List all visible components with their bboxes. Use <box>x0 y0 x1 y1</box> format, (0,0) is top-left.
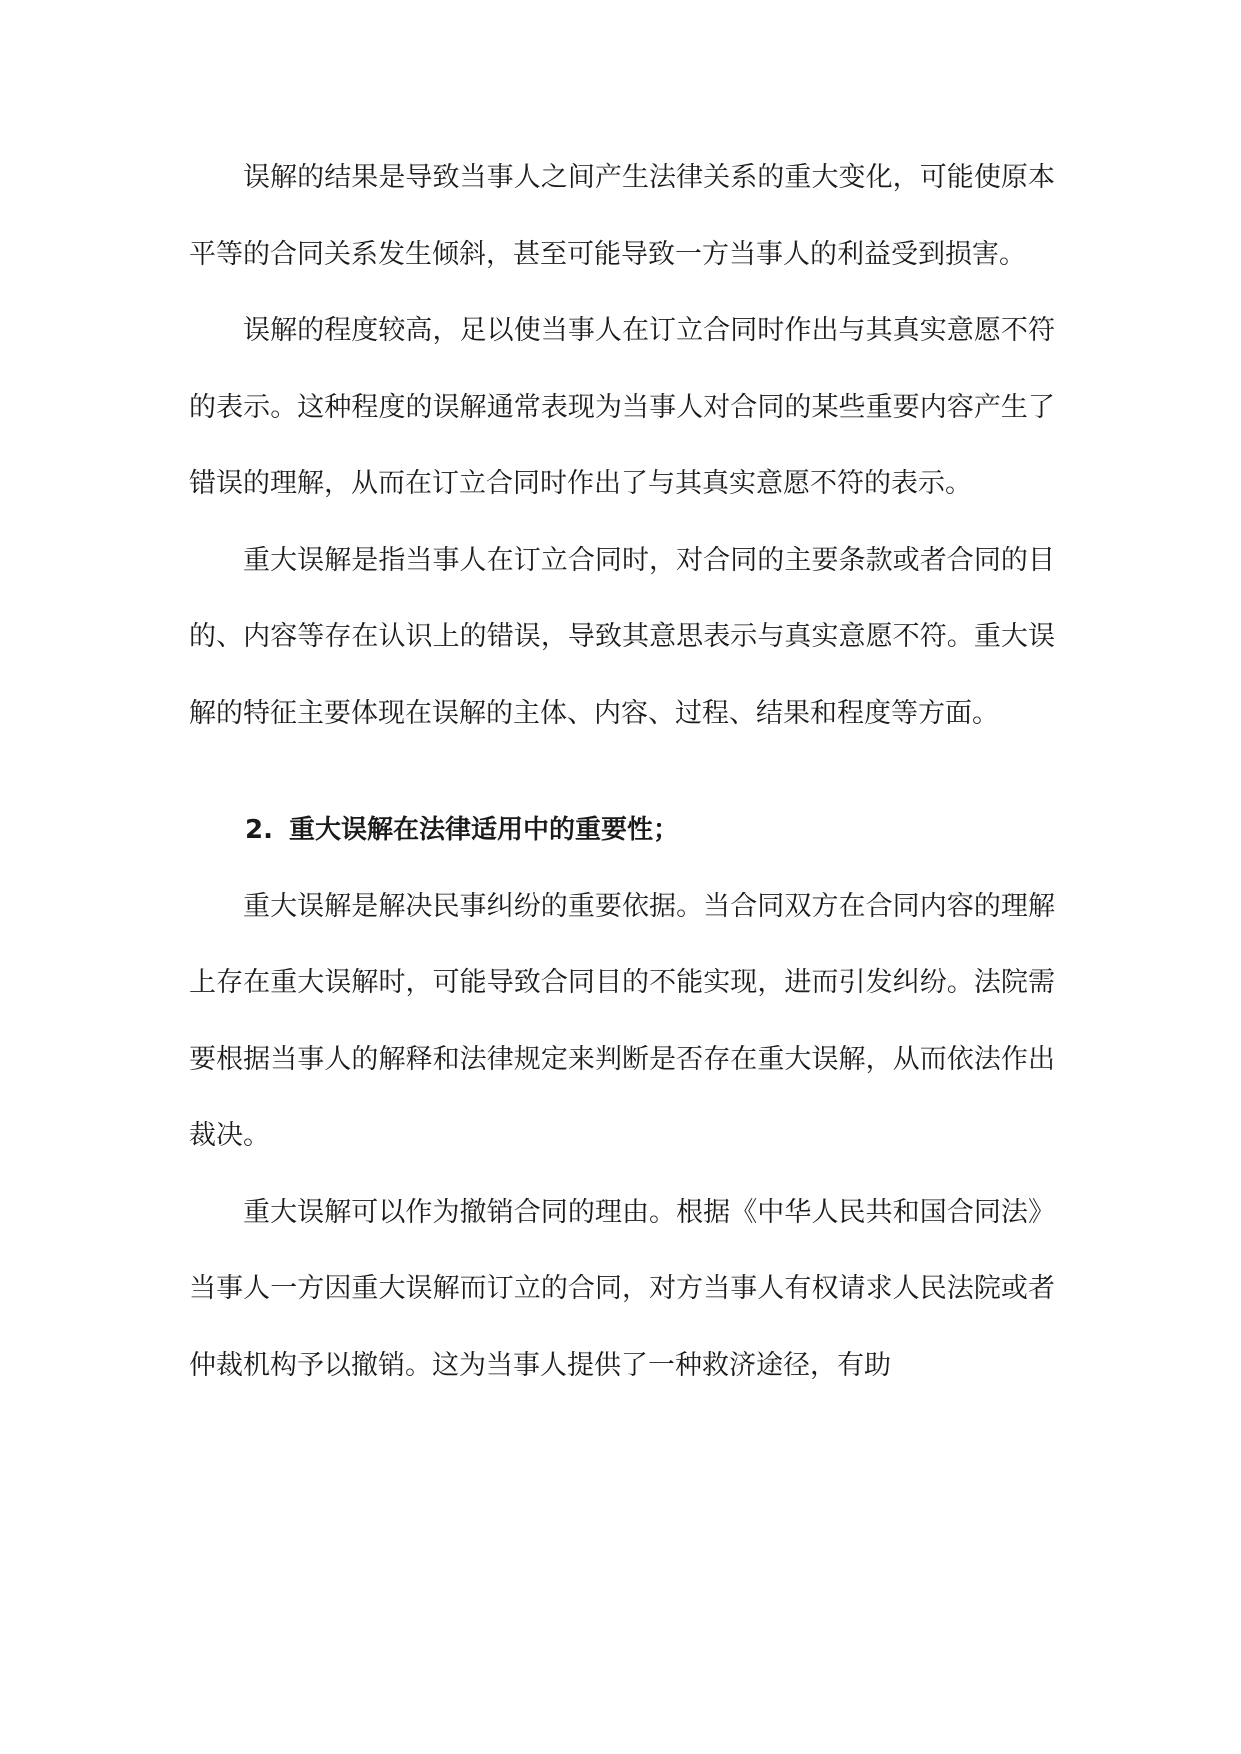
paragraph-contract-revocation: 重大误解可以作为撤销合同的理由。根据《中华人民共和国合同法》当事人一方因重大误解而订立的合同，对方当事人有权请求人民法院或者仲裁机构予以撤销。这为当事人提供了一种救济途径，有助 <box>189 1196 1055 1381</box>
paragraph-misunderstanding-result: 误解的结果是导致当事人之间产生法律关系的重大变化，可能使原本平等的合同关系发生倾斜，甚至可能导致一方当事人的利益受到损害。 <box>189 162 1055 270</box>
section-number: 2. <box>245 815 273 845</box>
section-heading <box>189 792 1055 869</box>
paragraph-misunderstanding-definition: 重大误解是指当事人在订立合同时，对合同的主要条款或者合同的目的、内容等存在认识上的错误，导致其意思表示与真实意愿不符。重大误解的特征主要体现在误解的主体、内容、过程、结果和程度等方面。 <box>189 544 1055 729</box>
paragraph-dispute-basis: 重大误解是解决民事纠纷的重要依据。当合同双方在合同内容的理解上存在重大误解时，可能导致合同目的不能实现，进而引发纠纷。法院需要根据当事人的解释和法律规定来判断是否存在重大误解，从而依法作出裁决。 <box>189 890 1055 1151</box>
section-title: 重大误解在法律适用中的重要性； <box>289 815 680 845</box>
document-body <box>189 140 1055 1404</box>
paragraph-misunderstanding-degree: 误解的程度较高，足以使当事人在订立合同时作出与其真实意愿不符的表示。这种程度的误解通常表现为当事人对合同的某些重要内容产生了错误的理解，从而在订立合同时作出了与其真实意愿不符的表示。 <box>189 315 1055 499</box>
section-spacer <box>189 752 1055 792</box>
